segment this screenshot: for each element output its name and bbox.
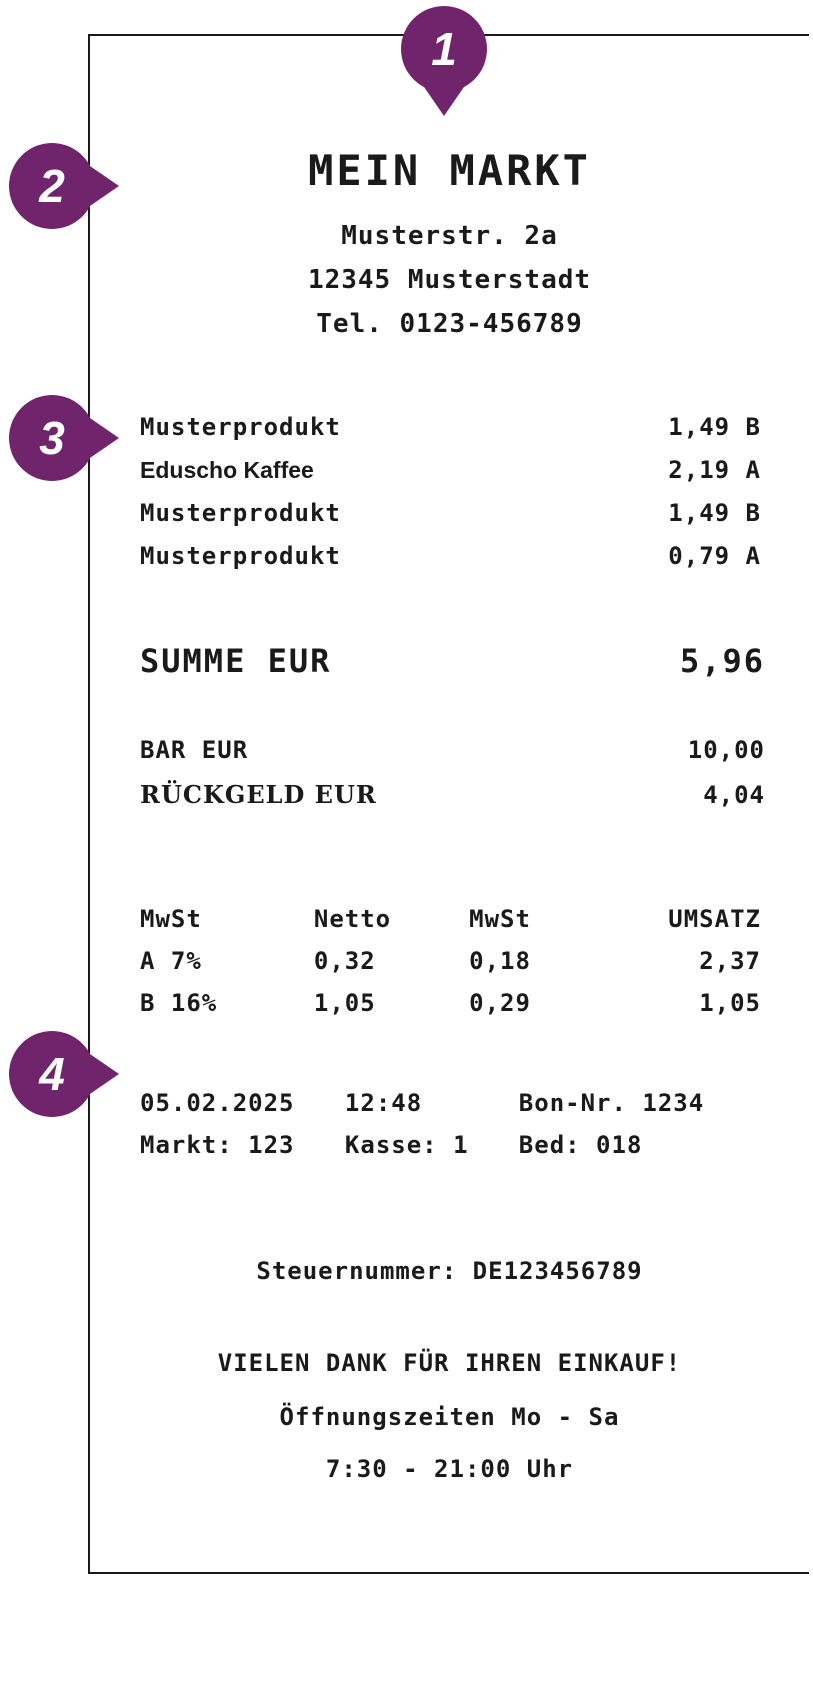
tax-cell: B 16% (140, 989, 218, 1017)
tax-cell: 2,37 (699, 947, 761, 975)
cash-value: 10,00 (687, 736, 765, 764)
tax-table-header-row (140, 905, 761, 933)
callout-number: 1 (431, 23, 457, 75)
callout-marker-4[interactable] (9, 1031, 95, 1117)
callout-number: 3 (39, 412, 65, 464)
receipt-time: 12:48 (344, 1089, 423, 1117)
tax-cell: 0,32 (313, 947, 376, 975)
tax-header-cell: UMSATZ (668, 905, 761, 933)
change-value: 4,04 (703, 781, 765, 809)
tax-header-cell: MwSt (469, 905, 531, 933)
callout-number: 4 (39, 1048, 65, 1100)
opening-hours-time: 7:30 - 21:00 Uhr (325, 1455, 574, 1483)
total-label: SUMME EUR (140, 642, 332, 680)
item-row (140, 499, 761, 527)
item-price: 2,19 A (668, 456, 761, 484)
item-name: Eduscho Kaffee (140, 457, 314, 483)
tax-header-cell: MwSt (140, 905, 202, 933)
cash-label: BAR EUR (140, 736, 249, 764)
meta-row-date (140, 1089, 761, 1117)
callout-pointer-icon (87, 1052, 119, 1096)
store-address-line-2: 12345 Musterstadt (307, 265, 592, 295)
clerk-number: Bed: 018 (518, 1131, 643, 1159)
item-name: Musterprodukt (140, 499, 341, 527)
tax-number: Steuernummer: DE123456789 (256, 1257, 643, 1285)
item-row (140, 413, 761, 441)
callout-pointer-icon (87, 416, 119, 460)
item-row (140, 456, 761, 484)
receipt-number: Bon-Nr. 1234 (518, 1089, 705, 1117)
store-phone: Tel. 0123-456789 (316, 309, 583, 339)
receipt-meta (90, 1089, 809, 1159)
tax-table-row (140, 947, 761, 975)
tax-cell: 1,05 (313, 989, 376, 1017)
tax-cell: 1,05 (699, 989, 761, 1017)
register-number: Kasse: 1 (344, 1131, 469, 1159)
tax-header-cell: Netto (313, 905, 392, 933)
cash-row (90, 736, 809, 764)
callout-marker-2[interactable] (9, 143, 95, 229)
tax-cell: A 7% (140, 947, 202, 975)
tax-table-row (140, 989, 761, 1017)
total-value: 5,96 (679, 642, 765, 680)
tax-cell: 0,18 (469, 947, 531, 975)
callout-pointer-icon (87, 164, 119, 208)
meta-row-store (140, 1131, 761, 1159)
receipt-date: 05.02.2025 (140, 1089, 295, 1117)
callout-marker-1[interactable] (401, 6, 487, 92)
store-name: MEIN MARKT (308, 146, 591, 195)
item-price: 0,79 A (668, 542, 761, 570)
receipt-content (90, 146, 809, 1682)
item-list (90, 413, 809, 570)
callout-pointer-icon (422, 84, 466, 116)
callout-number: 2 (39, 160, 65, 212)
tax-cell: 0,29 (469, 989, 531, 1017)
item-price: 1,49 B (668, 499, 761, 527)
receipt-paper (88, 34, 809, 1574)
opening-hours-label: Öffnungszeiten Mo - Sa (279, 1403, 620, 1431)
store-address-line-1: Musterstr. 2a (341, 221, 558, 251)
tax-table (90, 905, 809, 1017)
change-row (90, 780, 809, 809)
item-name: Musterprodukt (140, 413, 341, 441)
market-number: Markt: 123 (140, 1131, 295, 1159)
thank-you-message: VIELEN DANK FÜR IHREN EINKAUF! (217, 1349, 682, 1377)
callout-marker-3[interactable] (9, 395, 95, 481)
item-name: Musterprodukt (140, 542, 341, 570)
item-price: 1,49 B (668, 413, 761, 441)
item-row (140, 542, 761, 570)
total-row (90, 642, 809, 680)
change-label: RÜCKGELD EUR (140, 780, 377, 809)
